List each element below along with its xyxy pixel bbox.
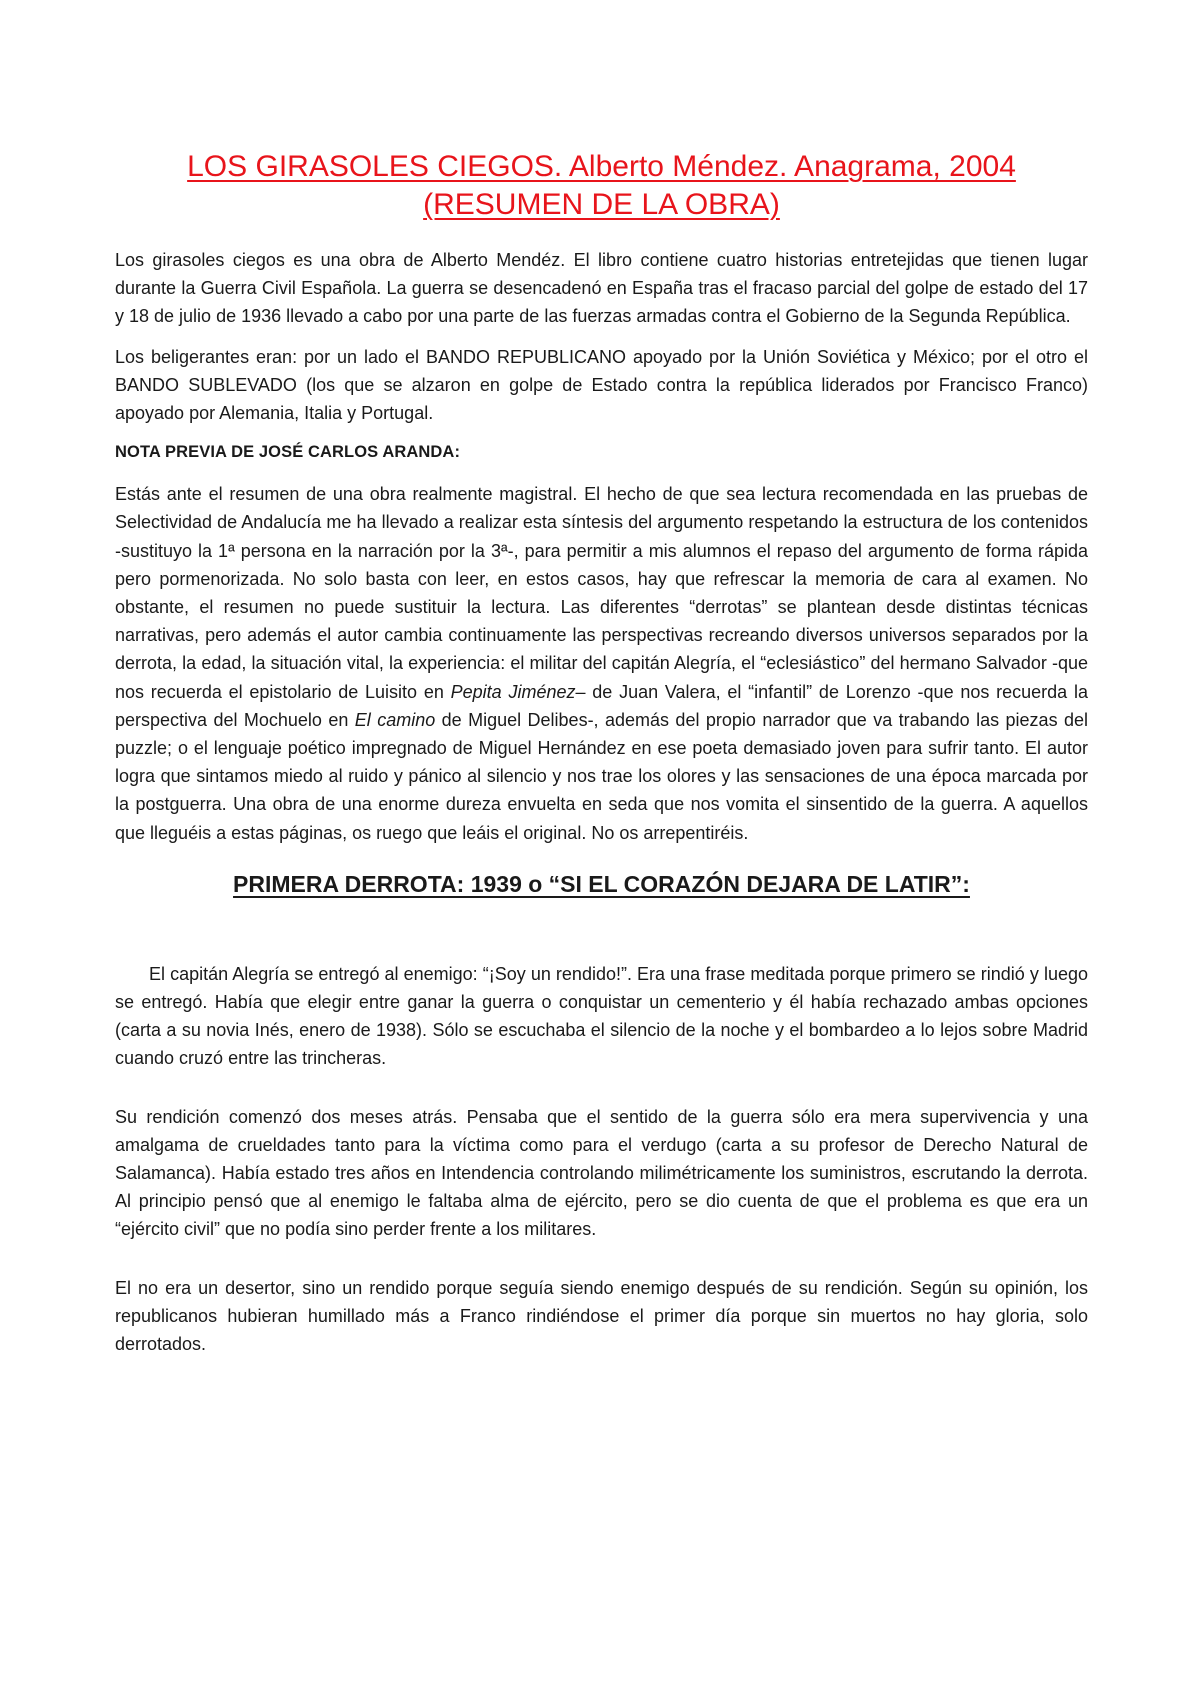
section-paragraph-3: El no era un desertor, sino un rendido porque seguía siendo enemigo después de su rendición. Según su opinión, los republicanos hubieran humillado más a Franco rindiéndose el primer día porque sin muertos no hay gloria, solo derrotados.: [115, 1277, 1088, 1355]
section-heading: PRIMERA DERROTA: 1939 o “SI EL CORAZÓN DEJARA DE LATIR”:: [233, 870, 970, 897]
note-text-a: Estás ante el resumen de una obra realmente magistral. El hecho de que sea lectura recomendada en las pruebas de Selectividad de Andalucía me ha llevado a realizar esta síntesis del argumento respetando la estructura de los contenidos -sustituyo la 1ª persona en la narración por la 3ª-, para permitir a mis alumnos el repaso del argumento de forma rápida pero pormenorizada. No solo basta con leer, en estos casos, hay que refrescar la memoria de cara al examen. No obstante, el resumen no puede sustituir la lectura. Las diferentes “derrotas” se plantean desde distintas técnicas narrativas, pero además el autor cambia continuamente las perspectivas recreando diversos universos separados por la derrota, la edad, la situación vital, la experiencia: el militar del capitán Alegría, el “eclesiástico” del hermano Salvador -que nos recuerda el epistolario de Luisito en: [115, 484, 1088, 702]
document-title: [115, 148, 1088, 224]
note-text-c: de Miguel Delibes-, además del propio narrador que va trabando las piezas del puzzle; o el lenguaje poético impregnado de Miguel Hernández en ese poeta demasiado joven para sufrir tanto. El autor logra que sintamos miedo al ruido y pánico al silencio y nos trae los olores y las sensaciones de una época marcada por la postguerra. Una obra de una enorme dureza envuelta en seda que nos vomita el sinsentido de la guerra. A aquellos que lleguéis a estas páginas, os ruego que leáis el original. No os arrepentiréis.: [115, 709, 1088, 843]
section-paragraph-2: Su rendición comenzó dos meses atrás. Pensaba que el sentido de la guerra sólo era mera supervivencia y una amalgama de crueldades tanto para la víctima como para el verdugo (carta a su profesor de Derecho Natural de Salamanca). Había estado tres años en Intendencia controlando milimétricamente los suministros, escrutando la derrota. Al principio pensó que al enemigo le faltaba alma de ejército, pero se dio cuenta de que el problema es que era un “ejército civil” que no podía sino perder frente a los militares.: [115, 1106, 1088, 1240]
note-heading: NOTA PREVIA DE JOSÉ CARLOS ARANDA:: [115, 443, 461, 462]
document-page: [115, 148, 1088, 1370]
note-paragraph: [115, 480, 1088, 847]
title-line-2: (RESUMEN DE LA OBRA): [423, 188, 780, 221]
note-text-b: – de Juan Valera, el “infantil” de Lorenzo -que nos recuerda la perspectiva del Mochuelo en: [115, 681, 1088, 730]
intro-paragraph-1: Los girasoles ciegos es una obra de Alberto Mendéz. El libro contiene cuatro historias entretejidas que tienen lugar durante la Guerra Civil Española. La guerra se desencadenó en España tras el fracaso parcial del golpe de estado del 17 y 18 de julio de 1936 llevado a cabo por una parte de las fuerzas armadas contra el Gobierno de la Segunda República.: [115, 250, 1088, 327]
title-line-1: LOS GIRASOLES CIEGOS. Alberto Méndez. Anagrama, 2004: [187, 150, 1016, 183]
note-italic-title-1: Pepita Jiménez: [450, 681, 576, 702]
intro-paragraph-2: Los beligerantes eran: por un lado el BANDO REPUBLICANO apoyado por la Unión Soviética y México; por el otro el BANDO SUBLEVADO (los que se alzaron en golpe de Estado contra la república liderados por Francisco Franco) apoyado por Alemania, Italia y Portugal.: [115, 346, 1088, 424]
section-paragraph-1: El capitán Alegría se entregó al enemigo: “¡Soy un rendido!”. Era una frase meditada porque primero se rindió y luego se entregó. Había que elegir entre ganar la guerra o conquistar un cementerio y él había rechazado ambas opciones (carta a su novia Inés, enero de 1938). Sólo se escuchaba el silencio de la noche y el bombardeo a lo lejos sobre Madrid cuando cruzó entre las trincheras.: [115, 963, 1088, 1069]
note-italic-title-2: El camino: [354, 709, 436, 730]
